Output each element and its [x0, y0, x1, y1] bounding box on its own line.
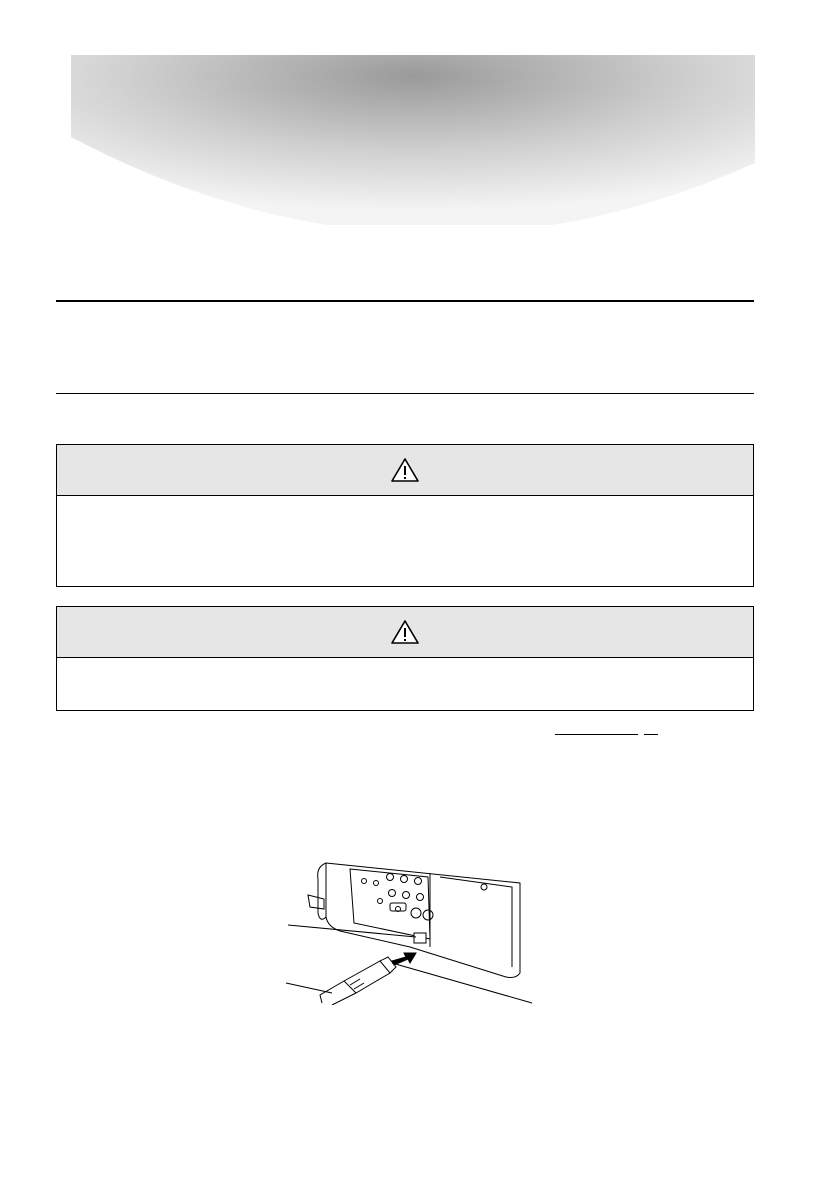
caution-box-header	[57, 607, 753, 658]
page-reference-underline	[644, 734, 658, 735]
header-banner	[71, 55, 755, 225]
warning-box	[56, 444, 754, 587]
section-rule-bottom	[56, 393, 754, 394]
warning-triangle-icon	[390, 619, 420, 645]
section-rule-top	[56, 300, 754, 302]
reference-link-underline	[555, 734, 638, 735]
power-cord-connection-illustration	[280, 855, 540, 1005]
warning-box-header	[57, 445, 753, 496]
caution-box	[56, 606, 754, 711]
caution-box-body	[57, 658, 753, 678]
warning-triangle-icon	[390, 457, 420, 483]
warning-box-body	[57, 496, 753, 516]
